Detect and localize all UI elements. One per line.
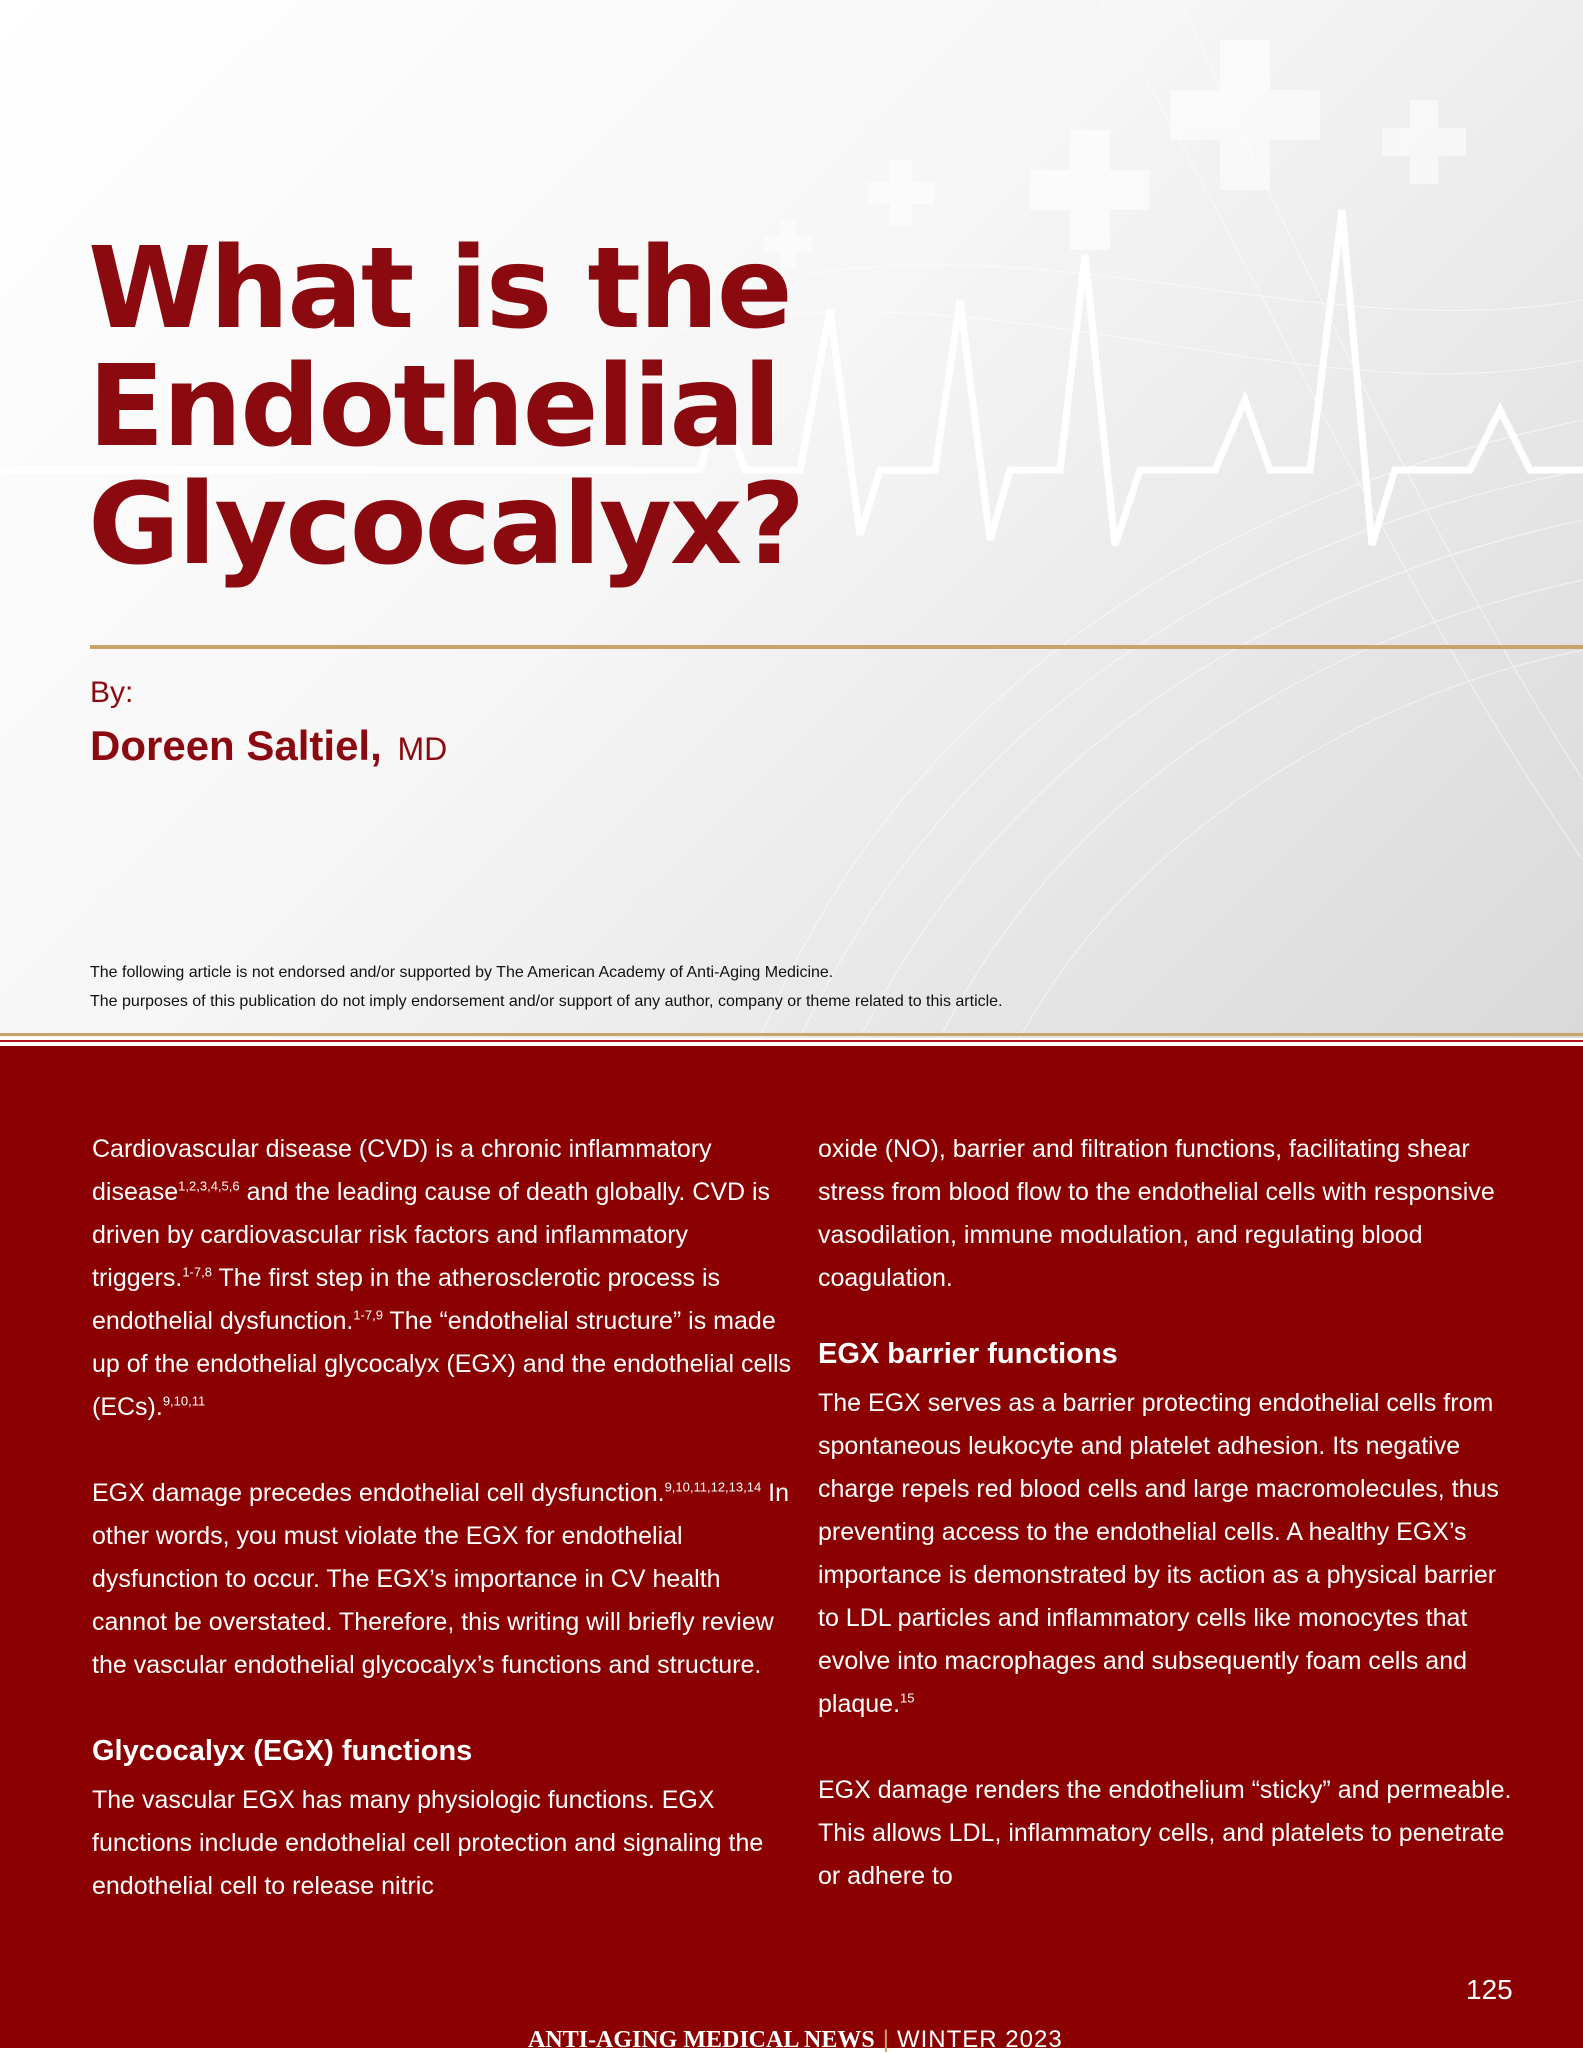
text-run: The EGX serves as a barrier protecting endothelial cells from spontaneous leukocyte and platelet adhesion. Its negative charge repels red blood cells and large macromolecules, thus preventing access to the endothelial cells. A healthy EGX’s importance is demonstrated by its action as a physical barrier to LDL particles and inflammatory cells like monocytes that evolve into macrophages and subsequently foam cells and plaque.: [818, 1389, 1499, 1718]
author-credential: MD: [397, 731, 448, 767]
paragraph: [92, 1128, 792, 1429]
section-heading: Glycocalyx (EGX) functions: [92, 1735, 473, 1767]
title-line: Glycocalyx?: [88, 460, 804, 590]
author-name: [90, 722, 447, 770]
gold-divider: [0, 1033, 1583, 1036]
paragraph: [92, 1472, 792, 1687]
citation: 9,10,11: [162, 1393, 206, 1409]
page-number: 125: [1466, 1974, 1513, 2005]
publication-name: [528, 2027, 875, 2053]
footer-separator: |: [882, 2026, 889, 2053]
title-line: Endothelial: [88, 342, 780, 472]
title-divider: [90, 645, 1583, 649]
paragraph: EGX damage renders the endothelium “sticky” and permeable. This allows LDL, inflammatory cells, and platelets to penetrate or adhere to: [818, 1776, 1512, 1890]
citation: 1-7,8: [182, 1264, 212, 1280]
paragraph: The vascular EGX has many physiologic functions. EGX functions include endothelial cell protection and signaling the endothelial cell to release nitric: [92, 1786, 764, 1900]
article-title: [88, 224, 804, 590]
medical-cross-icons: [764, 40, 1466, 268]
citation: 1-7,9: [353, 1307, 383, 1323]
section-heading: EGX barrier functions: [818, 1338, 1118, 1370]
right-column: [818, 1128, 1518, 1898]
publication-name-part: MEDICAL NEWS: [677, 2027, 875, 2053]
text-run: In other words, you must violate the EGX for endothelial dysfunction to occur. The EGX’s importance in CV health cannot be overstated. Therefore, this writing will briefly review the vascular endothelial glycocalyx’s functions and structure.: [92, 1479, 789, 1679]
paragraph: oxide (NO), barrier and filtration functions, facilitating shear stress from blood flow to the endothelial cells with responsive vasodilation, immune modulation, and regulating blood coagulation.: [818, 1135, 1495, 1292]
left-column: [92, 1128, 792, 1908]
disclaimer: [90, 958, 1003, 1016]
paragraph: [818, 1382, 1518, 1726]
text-run: The first step in the atherosclerotic process is endothelial dysfunction.: [92, 1264, 721, 1335]
text-run: Cardiovascular disease (CVD) is a chronic inflammatory disease: [92, 1135, 712, 1206]
title-line: What is the: [88, 224, 791, 354]
citation: 1,2,3,4,5,6: [178, 1178, 240, 1194]
text-run: and the leading cause of death globally. CVD is driven by cardiovascular risk factors and inflammatory triggers.: [92, 1178, 771, 1292]
publication-footer: [528, 2026, 1063, 2054]
text-run: EGX damage precedes endothelial cell dysfunction.: [92, 1479, 665, 1507]
author-name-text: Doreen Saltiel,: [90, 722, 382, 769]
disclaimer-line: The purposes of this publication do not imply endorsement and/or support of any author, company or theme related to this article.: [90, 993, 1003, 1010]
red-divider: [0, 1040, 1583, 1042]
citation: 15: [900, 1690, 915, 1706]
byline-label: By:: [90, 676, 134, 709]
disclaimer-line: The following article is not endorsed and/or supported by The American Academy of Anti-Aging Medicine.: [90, 964, 834, 981]
citation: 9,10,11,12,13,14: [664, 1479, 762, 1495]
publication-name-part: ANTI-AGING: [528, 2027, 678, 2053]
article-body: [0, 1046, 1583, 2053]
text-run: The “endothelial structure” is made up of the endothelial glycocalyx (EGX) and the endothelial cells (ECs).: [92, 1307, 792, 1421]
issue-date: WINTER 2023: [896, 2026, 1063, 2053]
